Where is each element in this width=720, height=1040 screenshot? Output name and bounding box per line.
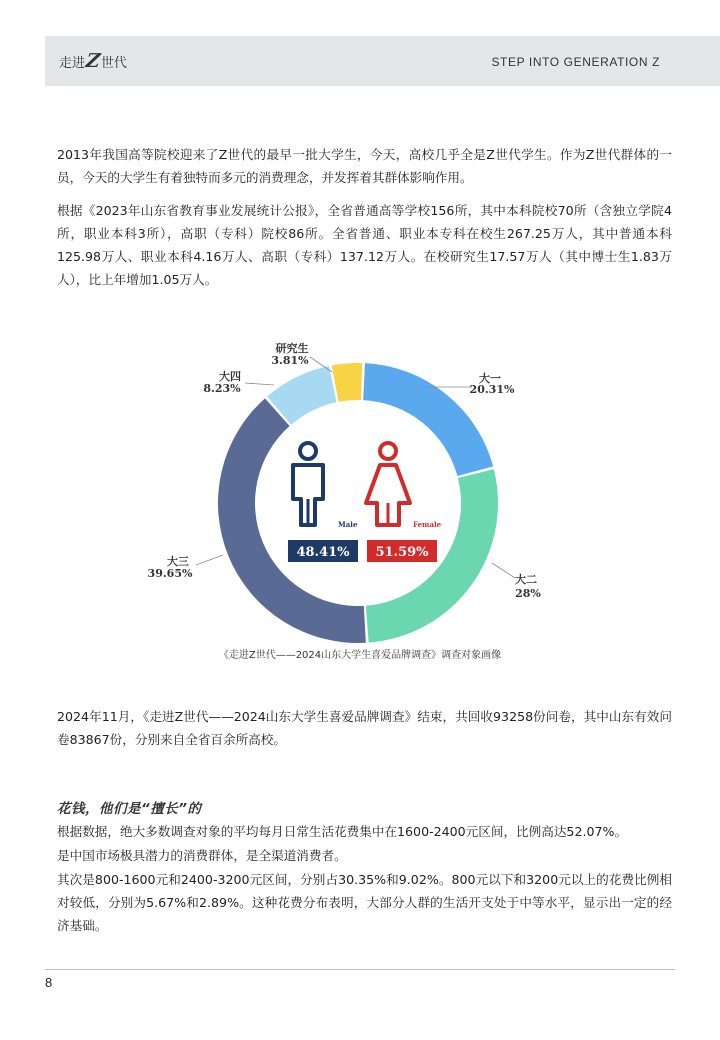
section-title: 花钱，他们是“擅长”的: [57, 801, 202, 817]
spending-line-2: 是中国市场极具潜力的消费群体，是全渠道消费者。: [57, 848, 347, 863]
page-header: [45, 36, 720, 86]
male-figure-icon: [293, 443, 323, 525]
survey-paragraph: 2024年11月，《走进Z世代——2024山东大学生喜爱品牌调查》结束，共回收93258份问卷，其中山东有效问卷83867份，分别来自全省百余所高校。: [57, 709, 672, 747]
footer-divider: [45, 969, 675, 970]
header-tagline: STEP INTO GENERATION Z: [491, 55, 660, 69]
label-leader-line-2: [492, 563, 515, 578]
slice-category-label: 大四: [219, 370, 241, 383]
slice-category-label: 大三: [167, 555, 189, 568]
male-value: 48.41%: [296, 545, 350, 560]
intro-paragraph: 2013年我国高等院校迎来了Z世代的最早一批大学生，今天，高校几乎全是Z世代学生。作为Z世代群体的一员，今天的大学生有着独特而多元的消费理念，并发挥着其群体影响作用。: [57, 147, 672, 185]
female-figure-icon: [366, 443, 410, 525]
female-label: Female: [413, 520, 442, 529]
brand-logo: [59, 52, 127, 71]
slice-category-label: 研究生: [275, 342, 309, 355]
spending-line-3: 其次是800-1600元和2400-3200元区间，分别占30.35%和9.02%。800元以下和3200元以上的花费比例相对较低，分别为5.67%和2.89%。这种花费分布表明，大部分人群的生活开支处于中等水平，显示出一定的经济基础。: [57, 872, 672, 933]
brand-suffix: 世代: [100, 56, 127, 71]
donut-slice-5: [332, 363, 363, 402]
donut-slices: [218, 363, 498, 643]
slice-value-label: 20.31%: [469, 383, 515, 396]
label-leader-line-4: [245, 383, 274, 385]
slice-category-label: 大一: [479, 372, 501, 385]
female-value: 51.59%: [375, 545, 429, 560]
page-number: 8: [45, 975, 53, 990]
spending-line-1: 根据数据，绝大多数调查对象的平均每月日常生活花费集中在1600-2400元区间，比例高达52.07%。: [57, 824, 628, 839]
slice-value-label: 39.65%: [147, 567, 193, 580]
slice-value-label: 3.81%: [271, 354, 309, 367]
male-label: Male: [338, 520, 358, 529]
brand-prefix: 走进: [59, 56, 86, 71]
label-leader-line-3: [196, 555, 223, 565]
chart-caption: 《走进Z世代——2024山东大学生喜爱品牌调查》调查对象画像: [218, 650, 502, 661]
student-profile-donut-chart: [140, 335, 580, 645]
slice-category-label: 大二: [515, 573, 537, 586]
statistics-paragraph: 根据《2023年山东省教育事业发展统计公报》，全省普通高等学校156所，其中本科院校70所（含独立学院4所，职业本科3所），高职（专科）院校86所。全省普通、职业本专科在校生267.25万人，其中普通本科125.98万人、职业本科4.16万人、高职（专科）137.12万人。在校研究生17.57万人（其中博士生1.83万人），比上年增加1.05万人。: [57, 203, 672, 287]
slice-value-label: 28%: [515, 587, 541, 600]
brand-z-glyph: Z: [84, 50, 102, 72]
slice-value-label: 8.23%: [203, 382, 241, 395]
